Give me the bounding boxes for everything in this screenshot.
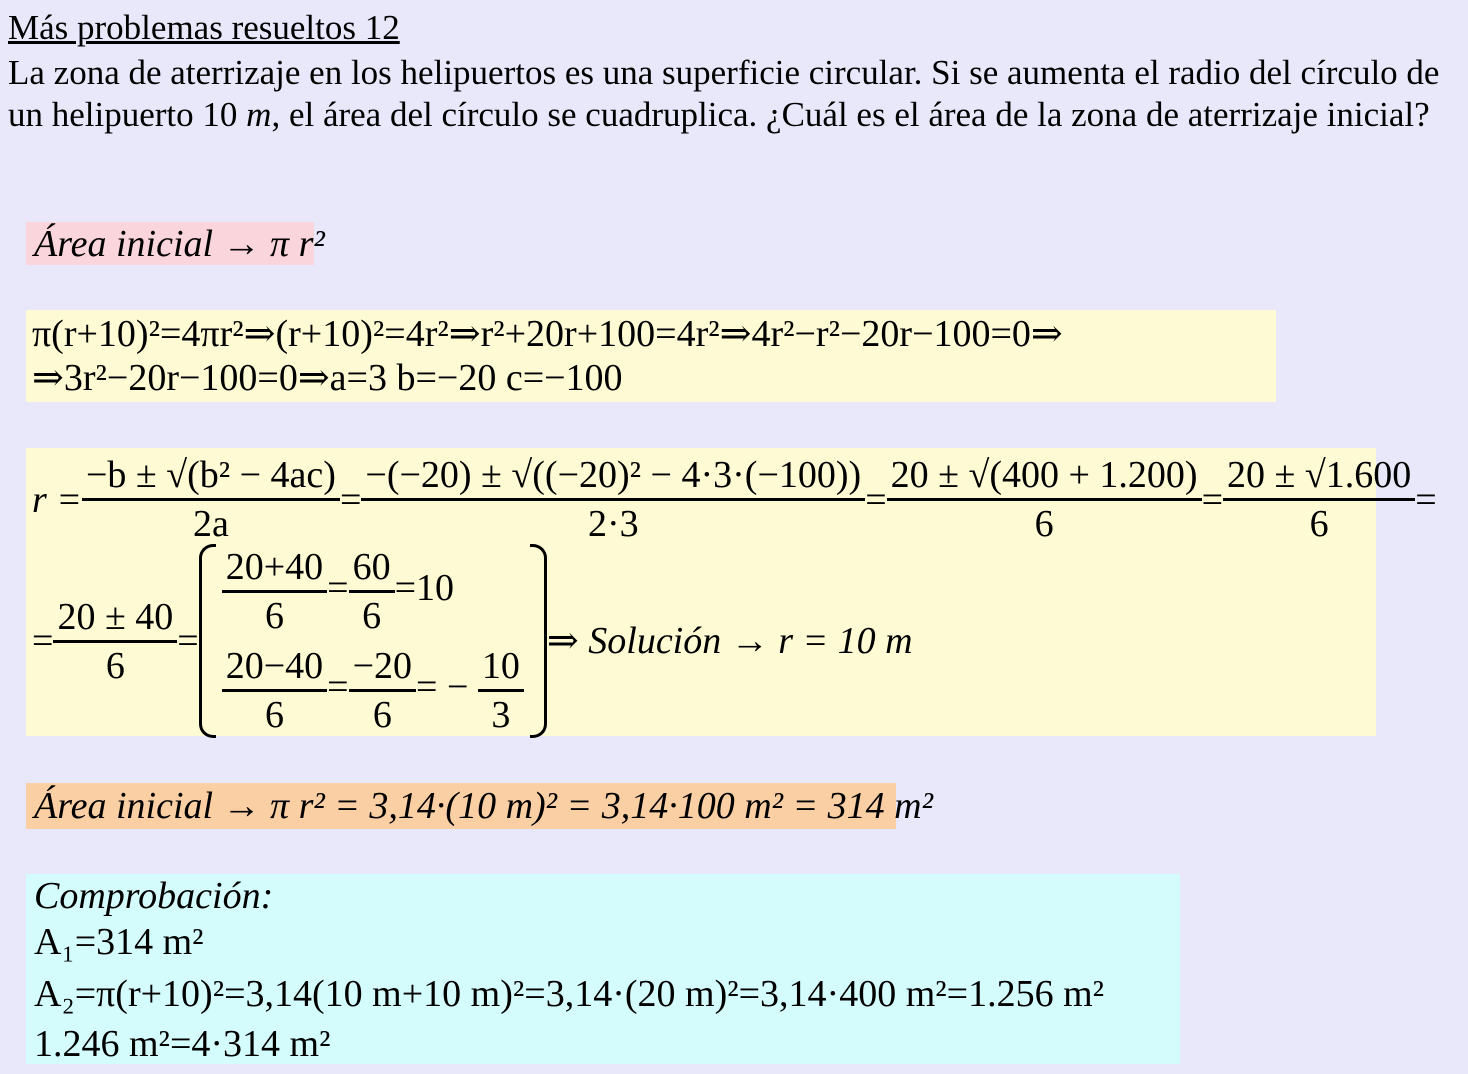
left-brace <box>199 544 216 738</box>
case2-num: 20−40 <box>222 643 327 692</box>
cases-brace <box>199 544 547 738</box>
fraction-general-num: −b ± √(b² − 4ac) <box>82 452 340 501</box>
verification-check: 1.246 m²=4·314 m² <box>34 1023 331 1065</box>
initial-area-result-box <box>26 783 934 829</box>
initial-area-formula: Área inicial → π r² <box>34 223 325 265</box>
initial-area-result: Área inicial → π r² = 3,14·(10 m)² = 3,14·100 m² = 314 m² <box>34 785 934 827</box>
right-brace <box>530 544 547 738</box>
verification-heading: Comprobación: <box>34 875 274 917</box>
equation-line-2: ⇒3r²−20r−100=0⇒a=3 b=−20 c=−100 <box>32 357 623 399</box>
statement-unit: m <box>246 95 272 134</box>
cases <box>222 544 524 738</box>
fraction-substituted-num: −(−20) ± √((−20)² − 4·3·(−100)) <box>361 452 865 501</box>
case-positive: $\frac{20+40}{6}$ = $\frac{60}{6}$ =10 <box>222 544 524 639</box>
fraction-pm-den: 6 <box>105 644 125 687</box>
equation-box <box>26 310 1276 402</box>
quadratic-solution-box <box>26 448 1437 736</box>
fraction-root-den: 6 <box>1309 503 1329 545</box>
case2-num2: −20 <box>349 643 416 692</box>
fraction-simplified-num: 20 ± √(400 + 1.200) <box>887 452 1202 501</box>
case1-result: =10 <box>394 567 455 610</box>
case1-den2: 6 <box>362 595 382 637</box>
fraction-general-den: 2a <box>193 503 229 545</box>
quadratic-row-2: = $\frac{20 \pm 40}{6}$ = $\frac{20+40}{6}$ = $\frac{60}{6}$ =10 $\frac{20-40}{6}$ = $\frac{-20}{6}$ = − $\frac{10}{3}$ ⇒ Solución → r = 10 m <box>32 546 913 736</box>
problem-statement <box>8 52 1448 136</box>
case1-num2: 60 <box>349 544 395 593</box>
case2-num3: 10 <box>478 643 524 692</box>
fraction-simplified <box>887 452 1202 547</box>
fraction-general <box>82 452 340 547</box>
fraction-substituted-den: 2·3 <box>587 503 639 545</box>
fraction-simplified-den: 6 <box>1034 503 1054 545</box>
page-title: Más problemas resueltos 12 <box>8 8 400 47</box>
quadratic-row-1: r = $\frac{\text{−b ± √(b² − 4ac)}}{2a}$ = $\frac{\text{−(−20) ± √((−20)² − 4·3·(−100))}}{2\cdot 3}$ = $\frac{20 \pm √(400 + 1.200)}{6}$ = $\frac{20 \pm √1.600}{6}$ = <box>32 454 1437 545</box>
case-negative: $\frac{20-40}{6}$ = $\frac{-20}{6}$ = − $\frac{10}{3}$ <box>222 643 524 738</box>
statement-text-1: La zona de aterrizaje en los helipuertos es una superficie circular. Si se aumenta el radio del círculo de un helipuerto 10 <box>8 53 1440 134</box>
case1-num: 20+40 <box>222 544 327 593</box>
r-equals: r = <box>32 478 82 521</box>
case1-den: 6 <box>264 595 284 637</box>
initial-area-formula-box <box>26 222 325 265</box>
fraction-root-num: 20 ± √1.600 <box>1223 452 1415 501</box>
fraction-pm-num: 20 ± 40 <box>53 594 177 643</box>
equation-line-1: π(r+10)²=4πr²⇒(r+10)²=4r²⇒r²+20r+100=4r²⇒4r²−r²−20r−100=0⇒ <box>32 313 1063 355</box>
case2-den3: 3 <box>491 694 511 736</box>
fraction-root <box>1223 452 1415 547</box>
statement-text-2: , el área del círculo se cuadruplica. ¿Cuál es el área de la zona de aterrizaje inicial? <box>271 95 1430 134</box>
verification-a2: A₂=π(r+10)²=3,14(10 m+10 m)²=3,14·(20 m)²=3,14·400 m²=1.256 m² <box>34 973 1105 1015</box>
solution-text: ⇒ Solución → r = 10 m <box>546 620 913 662</box>
verification-a1: A₁=314 m² <box>34 921 204 963</box>
case2-den2: 6 <box>372 694 392 736</box>
fraction-substituted <box>361 452 865 547</box>
verification-box <box>26 874 1180 1064</box>
fraction-pm <box>53 594 177 689</box>
case2-den: 6 <box>264 694 284 736</box>
